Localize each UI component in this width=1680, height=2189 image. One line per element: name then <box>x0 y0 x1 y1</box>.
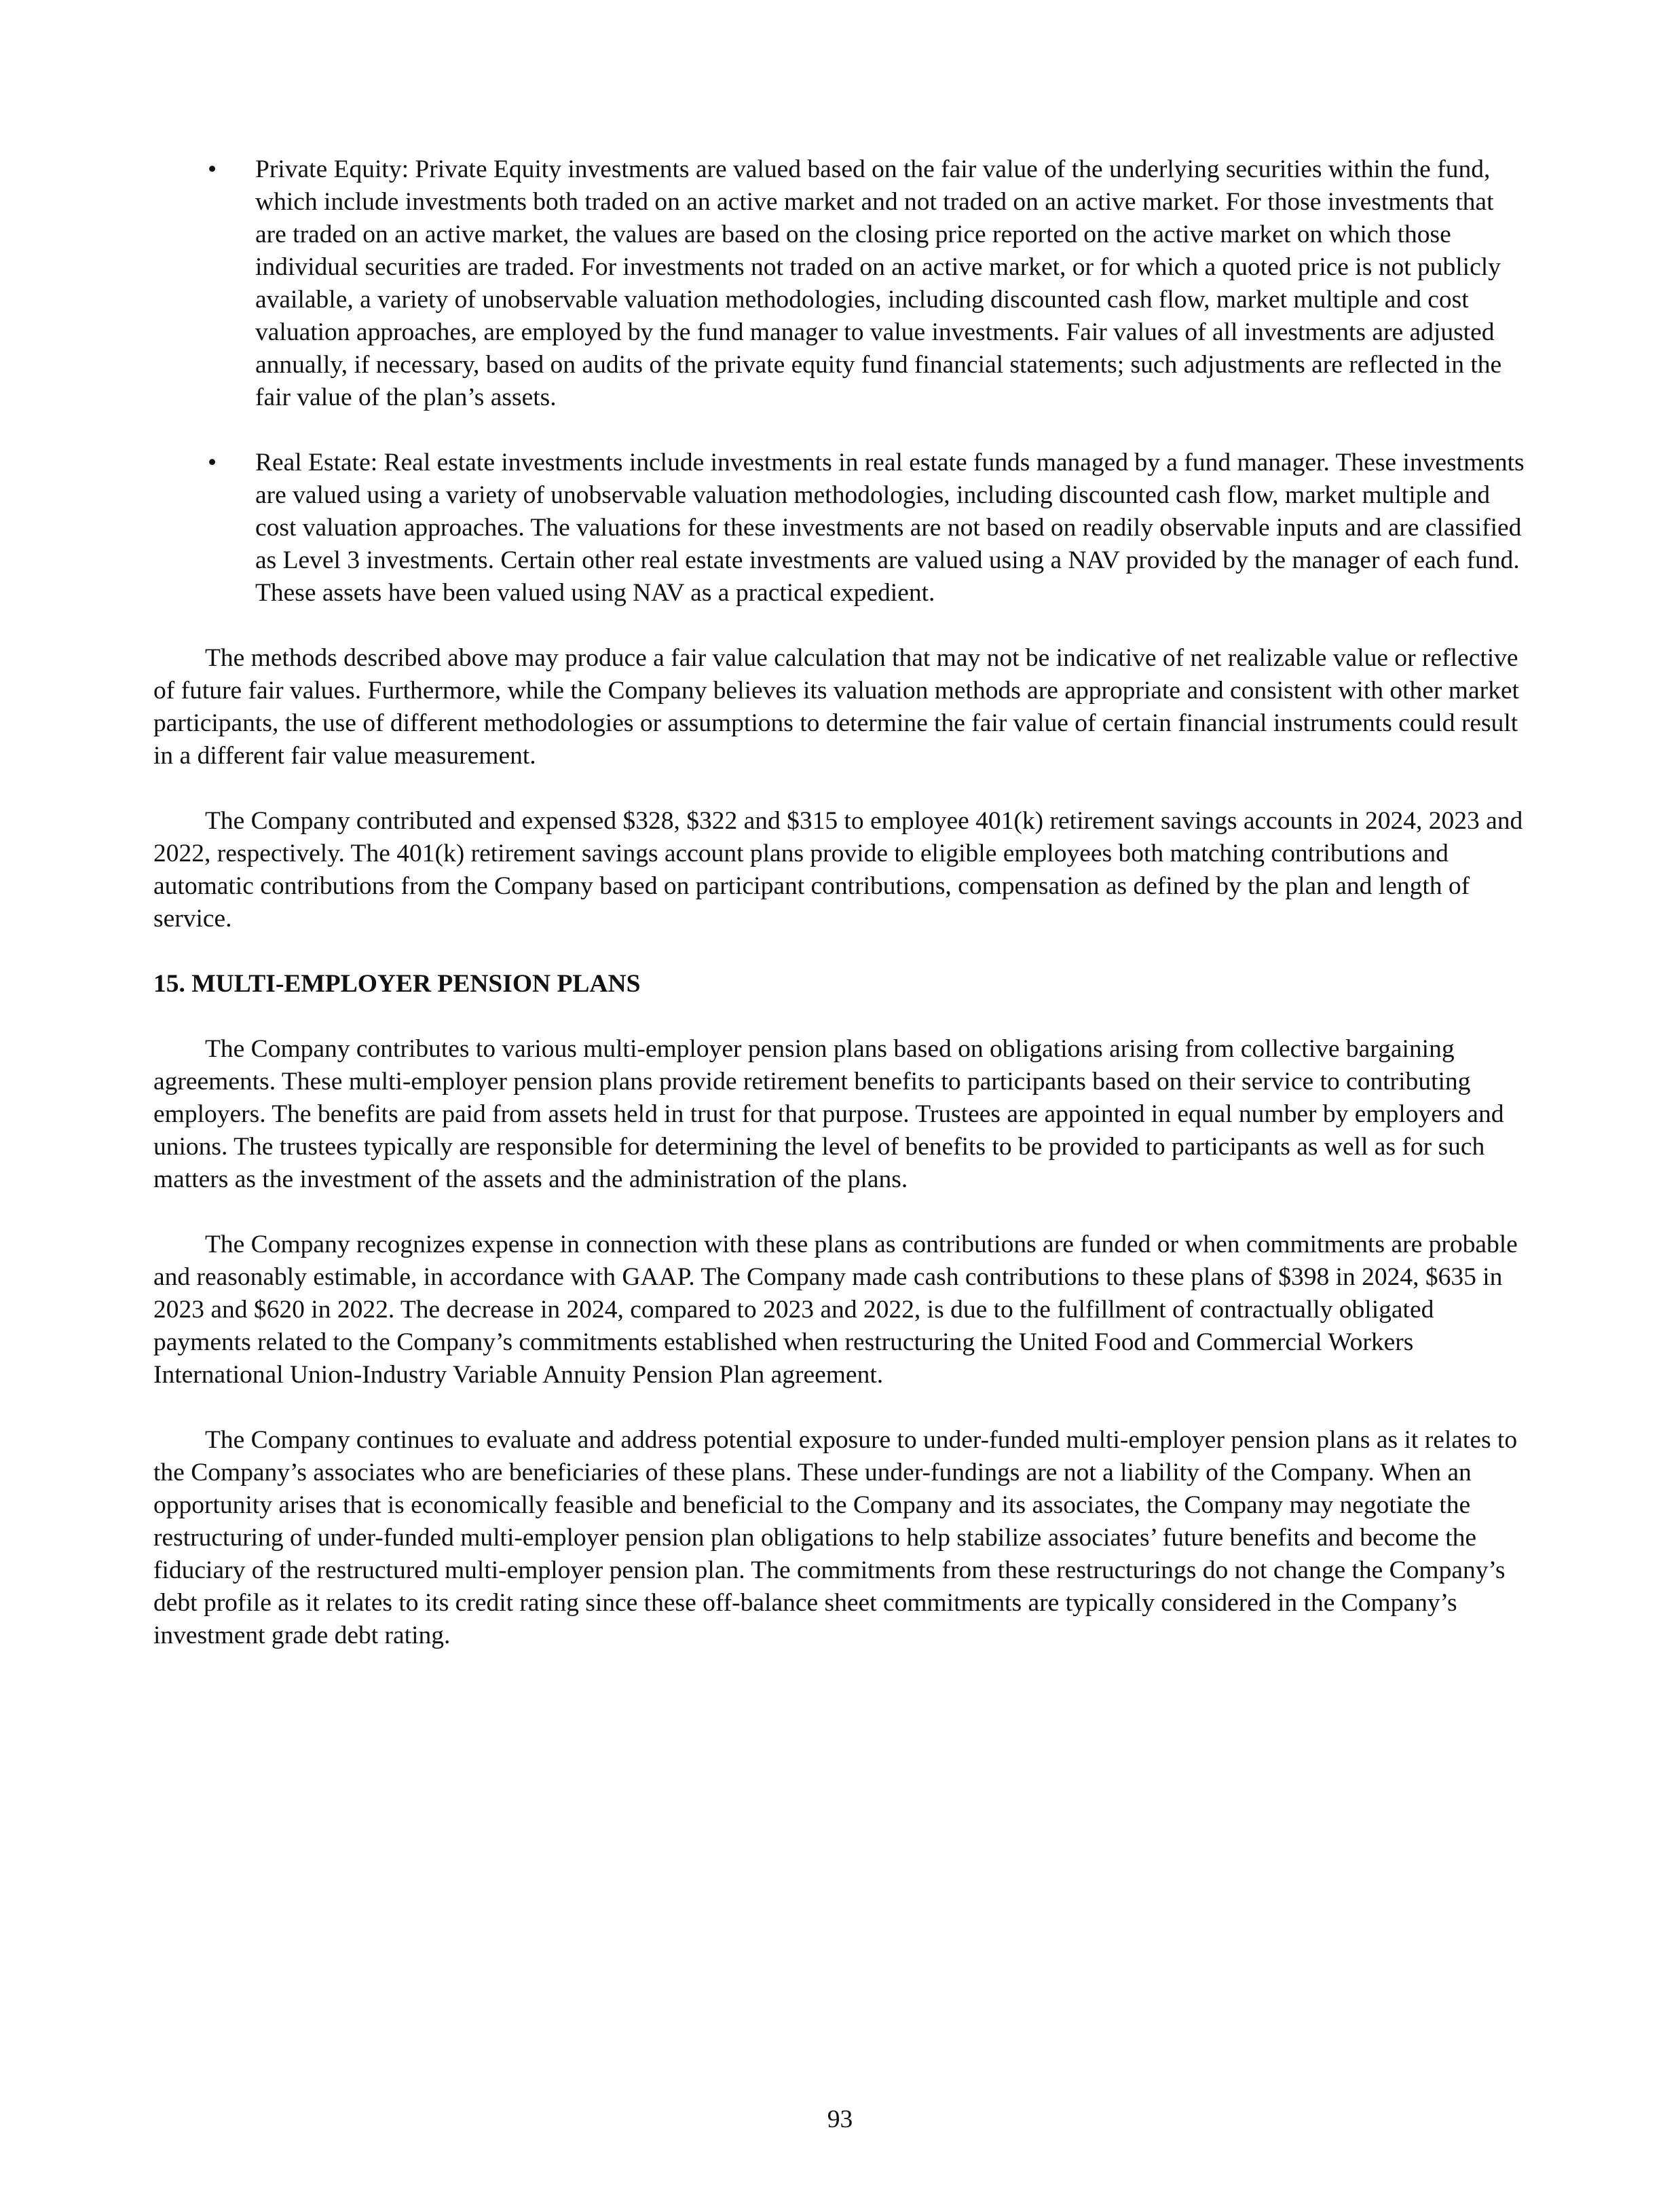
bullet-icon: • <box>208 449 217 476</box>
valuation-bullet-list <box>153 153 1528 610</box>
paragraph-valuation-methods: The methods described above may produce a fair value calculation that may not be indicative of net realizable value or reflective of future fair values. Furthermore, while the Company believes its valuation methods are appropriate and consistent with other market participants, the use of different methodologies or assumptions to determine the fair value of certain financial instruments could result in a different fair value measurement. <box>153 644 1519 770</box>
page-number: 93 <box>827 2106 853 2133</box>
bullet-item-private-equity <box>153 153 1528 414</box>
paragraph-underfunded-exposure: The Company continues to evaluate and address potential exposure to under-funded multi-employer pension plans as it relates to the Company’s associates who are beneficiaries of these plans. These under-fundings are not a liability of the Company. When an opportunity arises that is economically feasible and beneficial to the Company and its associates, the Company may negotiate the restructuring of under-funded multi-employer pension plan obligations to help stabilize associates’ future benefits and become the fiduciary of the restructured multi-employer pension plan. The commitments from these restructurings do not change the Company’s debt profile as it relates to its credit rating since these off-balance sheet commitments are typically considered in the Company’s investment grade debt rating. <box>153 1426 1518 1649</box>
paragraph-401k-contributions: The Company contributed and expensed $328, $322 and $315 to employee 401(k) retirement savings accounts in 2024, 2023 and 2022, respectively. The 401(k) retirement savings account plans provide to eligible employees both matching contributions and automatic contributions from the Company based on participant contributions, compensation as defined by the plan and length of service. <box>153 807 1523 933</box>
bullet-icon: • <box>208 155 217 183</box>
bullet-text: Real Estate: Real estate investments include investments in real estate funds managed by a fund manager. These investments are valued using a variety of unobservable valuation methodologies, including discounted cash flow, market multiple and cost valuation approaches. The valuations for these investments are not based on readily observable inputs and are classified as Level 3 investments. Certain other real estate investments are valued using a NAV provided by the manager of each fund. These assets have been valued using NAV as a practical expedient. <box>255 449 1525 607</box>
section-heading: 15. MULTI-EMPLOYER PENSION PLANS <box>153 970 641 998</box>
paragraph-multi-employer-overview: The Company contributes to various multi-employer pension plans based on obligations arising from collective bargaining agreements. These multi-employer pension plans provide retirement benefits to participants based on their service to contributing employers. The benefits are paid from assets held in trust for that purpose. Trustees are appointed in equal number by employers and unions. The trustees typically are responsible for determining the level of benefits to be provided to participants as well as for such matters as the investment of the assets and the administration of the plans. <box>153 1035 1504 1193</box>
document-page <box>153 153 1528 1685</box>
paragraph-expense-recognition: The Company recognizes expense in connection with these plans as contributions are funded or when commitments are probable and reasonably estimable, in accordance with GAAP. The Company made cash contributions to these plans of $398 in 2024, $635 in 2023 and $620 in 2022. The decrease in 2024, compared to 2023 and 2022, is due to the fulfillment of contractually obligated payments related to the Company’s commitments established when restructuring the United Food and Commercial Workers International Union-Industry Variable Annuity Pension Plan agreement. <box>153 1231 1518 1389</box>
bullet-item-real-estate <box>153 447 1528 610</box>
bullet-text: Private Equity: Private Equity investments are valued based on the fair value of the underlying securities within the fund, which include investments both traded on an active market and not traded on an active market. For those investments that are traded on an active market, the values are based on the closing price reported on the active market on which those individual securities are traded. For investments not traded on an active market, or for which a quoted price is not publicly available, a variety of unobservable valuation methodologies, including discounted cash flow, market multiple and cost valuation approaches, are employed by the fund manager to value investments. Fair values of all investments are adjusted annually, if necessary, based on audits of the private equity fund financial statements; such adjustments are reflected in the fair value of the plan’s assets. <box>255 155 1502 411</box>
